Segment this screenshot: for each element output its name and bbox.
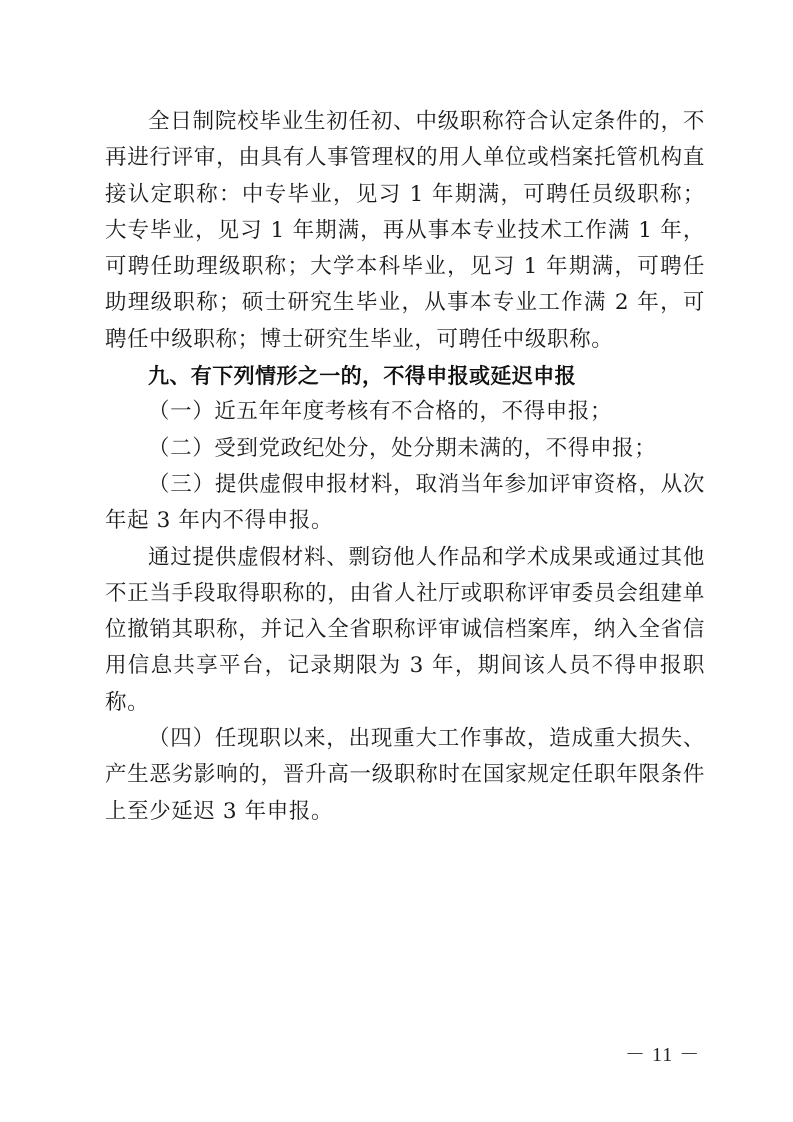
document-body: [105, 104, 705, 830]
paragraph-graduate-recognition: 全日制院校毕业生初任初、中级职称符合认定条件的，不再进行评审，由具有人事管理权的用人单位或档案托管机构直接认定职称：中专毕业，见习 1 年期满，可聘任员级职称；大专毕业，见习 1 年期满，再从事本专业技术工作满 1 年，可聘任助理级职称；大学本科毕业，见习 1 年期满，可聘任助理级职称；硕士研究生毕业，从事本专业工作满 2 年，可聘任中级职称；博士研究生毕业，可聘任中级职称。: [105, 109, 705, 352]
section-heading-nine: 九、有下列情形之一的，不得申报或延迟申报: [148, 364, 576, 389]
list-item-two: （二）受到党政纪处分，处分期未满的，不得申报；: [148, 435, 657, 461]
list-item-one: （一）近五年年度考核有不合格的，不得申报；: [148, 399, 613, 425]
list-item-four: （四）任现职以来，出现重大工作事故，造成重大损失、产生恶劣影响的，晋升高一级职称时在国家规定任职年限条件上至少延迟 3 年申报。: [105, 726, 705, 824]
paragraph-fraud-penalty: 通过提供虚假材料、剽窃他人作品和学术成果或通过其他不正当手段取得职称的，由省人社厅或职称评审委员会组建单位撤销其职称，并记入全省职称评审诚信档案库，纳入全省信用信息共享平台，记录期限为 3 年，期间该人员不得申报职称。: [105, 544, 705, 715]
list-item-three: （三）提供虚假申报材料，取消当年参加评审资格，从次年起 3 年内不得申报。: [105, 471, 705, 534]
page-number: － 11 －: [625, 1044, 701, 1066]
